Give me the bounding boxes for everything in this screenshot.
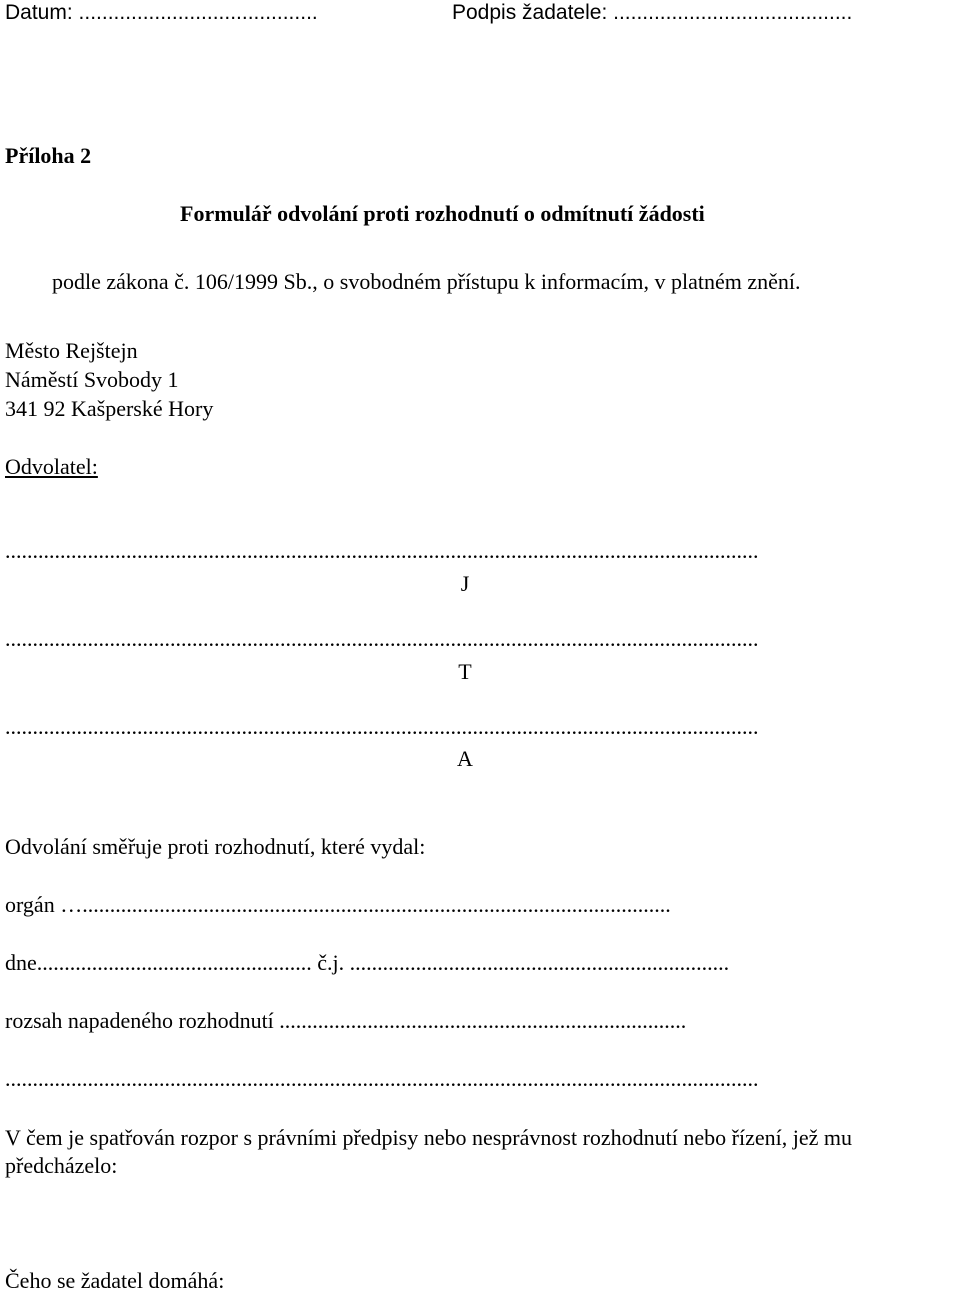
form-title: Formulář odvolání proti rozhodnutí o odmítnutí žádosti	[180, 201, 705, 226]
delivery-address-input-line[interactable]: .........................................................................................................................................	[5, 714, 759, 739]
address-line-1: Město Rejštejn	[5, 338, 138, 363]
request-question: Čeho se žadatel domáhá:	[5, 1268, 225, 1293]
address-line-2: Náměstí Svobody 1	[5, 367, 179, 392]
signature-field[interactable]: Podpis žadatele: .........................................	[452, 1, 853, 24]
attachment-label: Příloha 2	[5, 143, 92, 168]
residence-caption: T	[458, 659, 472, 684]
delivery-address-caption: A	[457, 746, 473, 771]
name-caption: J	[460, 571, 470, 596]
name-input-line[interactable]: .........................................................................................................................................	[5, 538, 759, 563]
scope-field[interactable]: rozsah napadeného rozhodnutí ..........................................................................	[5, 1008, 687, 1033]
address-line-3: 341 92 Kašperské Hory	[5, 396, 214, 421]
residence-input-line[interactable]: .........................................................................................................................................	[5, 626, 759, 651]
scope-continuation-line[interactable]: .........................................................................................................................................	[5, 1066, 759, 1091]
form-subtitle: podle zákona č. 106/1999 Sb., o svobodném přístupu k informacím, v platném znění.	[52, 269, 801, 294]
date-field[interactable]: Datum: .........................................	[5, 1, 318, 24]
date-reference-field[interactable]: dne.................................................. č.j. .....................................................................	[5, 950, 730, 975]
conflict-question: V čem je spatřován rozpor s právními předpisy nebo nesprávnost rozhodnutí nebo řízení, jež mu předcházelo:	[5, 1125, 852, 1178]
organ-field[interactable]: orgán …...........................................................................................................	[5, 892, 671, 917]
appeal-intro: Odvolání směřuje proti rozhodnutí, které vydal:	[5, 834, 426, 859]
appellant-label: Odvolatel:	[5, 454, 98, 479]
